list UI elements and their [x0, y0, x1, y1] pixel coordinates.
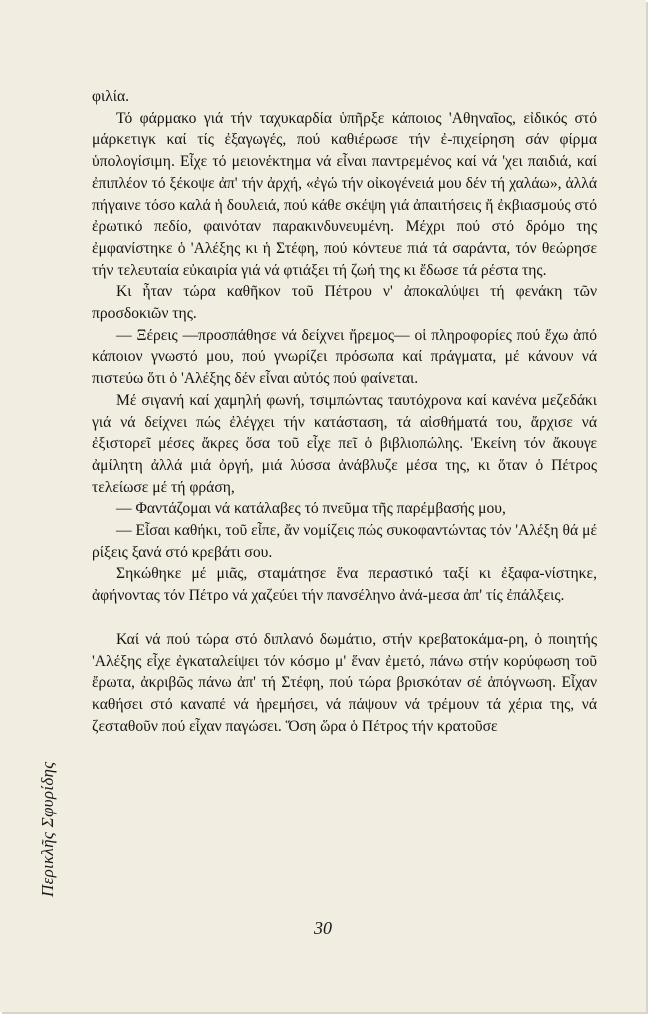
dialogue-paragraph: — Ξέρεις —προσπάθησε νά δείχνει ἤρεμος— οἱ πληροφορίες πού ἔχω ἀπό κάποιον γνωστό μου, πού γνωρίζει πρόσωπα καί πράγματα, μέ κάνουν νά πιστεύω ὅτι ὁ 'Αλέξης δέν εἶναι αὐτός πού φαίνεται.	[92, 326, 597, 388]
section-start-paragraph: Καί νά πού τώρα στό διπλανό δωμάτιο, στήν κρεβατοκάμα-ρη, ὁ ποιητής 'Αλέξης εἶχε ἐγκαταλείψει τόν κόσμο μ' ἕναν ἐμετό, πάνω στήν κορύφωση τοῦ ἔρωτα, ἀκριβῶς πάνω ἀπ' τή Στέφη, πού τώρα βρισκόταν σέ ἀπόγνωση. Εἶχαν καθήσει στό καναπέ νά ἠρεμήσει, νά πάψουν νά τρέμουν τά χέρια της, νά ζεσταθοῦν πού εἶχαν παγώσει. Ὅση ὥρα ὁ Πέτρος τήν κρατοῦσε	[92, 630, 597, 735]
paragraph: Κι ἦταν τώρα καθῆκον τοῦ Πέτρου ν' ἀποκαλύψει τή φενάκη τῶν προσδοκιῶν της.	[92, 283, 597, 323]
paragraph: Τό φάρμακο γιά τήν ταχυκαρδία ὑπῆρξε κάποιος 'Αθηναῖος, εἰδικός στό μάρκετιγκ καί τίς ἐξαγωγές, πού καθιέρωσε τήν ἐ-πιχείρηση σάν φίρμα ὑπολογίσιμη. Εἶχε τό μειονέκτημα νά εἶναι παντρεμένος καί νά 'χει παιδιά, καί ἐπιπλέον τό ξέκοψε ἀπ' τήν ἀρχή, «ἐγώ τήν οἰκογένειά μου δέν τή χαλάω», ἀλλά πήγαινε τόσο καλά ἡ δουλειά, πού κάθε σκέψη γιά ἀπαιτήσεις ἤ ἐκβιασμούς στό ἐρωτικό πεδίο, φαινόταν παρακινδυνευμένη. Μέχρι πού στό δρόμο της ἐμφανίστηκε ὁ 'Αλέξης κι ἡ Στέφη, πού κόντευε πιά τά σαράντα, τόν θεώρησε τήν τελευταία εὐκαιρία γιά νά φτιάξει τή ζωή της κι ἔδωσε τά ρέστα της.	[92, 109, 597, 279]
paragraph: φιλία.	[92, 88, 130, 105]
paragraph: Σηκώθηκε μέ μιᾶς, σταμάτησε ἕνα περαστικό ταξί κι ἐξαφα-νίστηκε, ἀφήνοντας τόν Πέτρο νά χαζεύει τήν πανσέληνο ἀνά-μεσα ἀπ' τίς ἐπάλξεις.	[92, 565, 597, 605]
paragraph: Μέ σιγανή καί χαμηλή φωνή, τσιμπώντας ταυτόχρονα καί κανένα μεζεδάκι γιά νά δείχνει πώς ἐλέγχει τήν κατάσταση, τά αἰσθήματά του, ἄρχισε νά ἐξιστορεῖ μέσες ἄκρες ὅσα τοῦ εἶχε πεῖ ὁ βιβλιοπώλης. 'Εκείνη τόν ἄκουγε ἀμίλητη ἀλλά μιά ὀργή, μιά λύσσα ἀνάβλυζε μέσα της, κι ὅταν ὁ Πέτρος τελείωσε μέ τή φράση,	[92, 391, 597, 496]
dialogue-paragraph: — Εἶσαι καθήκι, τοῦ εἶπε, ἄν νομίζεις πώς συκοφαντώντας τόν 'Αλέξη θά μέ ρίξεις ξανά στό κρεβάτι σου.	[92, 522, 597, 561]
body-text	[92, 86, 597, 737]
page-number: 30	[314, 918, 332, 938]
dialogue-paragraph: — Φαντάζομαι νά κατάλαβες τό πνεῦμα τῆς παρέμβασής μου,	[116, 500, 506, 518]
author-running-head: Περικλῆς Σφυρίδης	[38, 761, 57, 897]
